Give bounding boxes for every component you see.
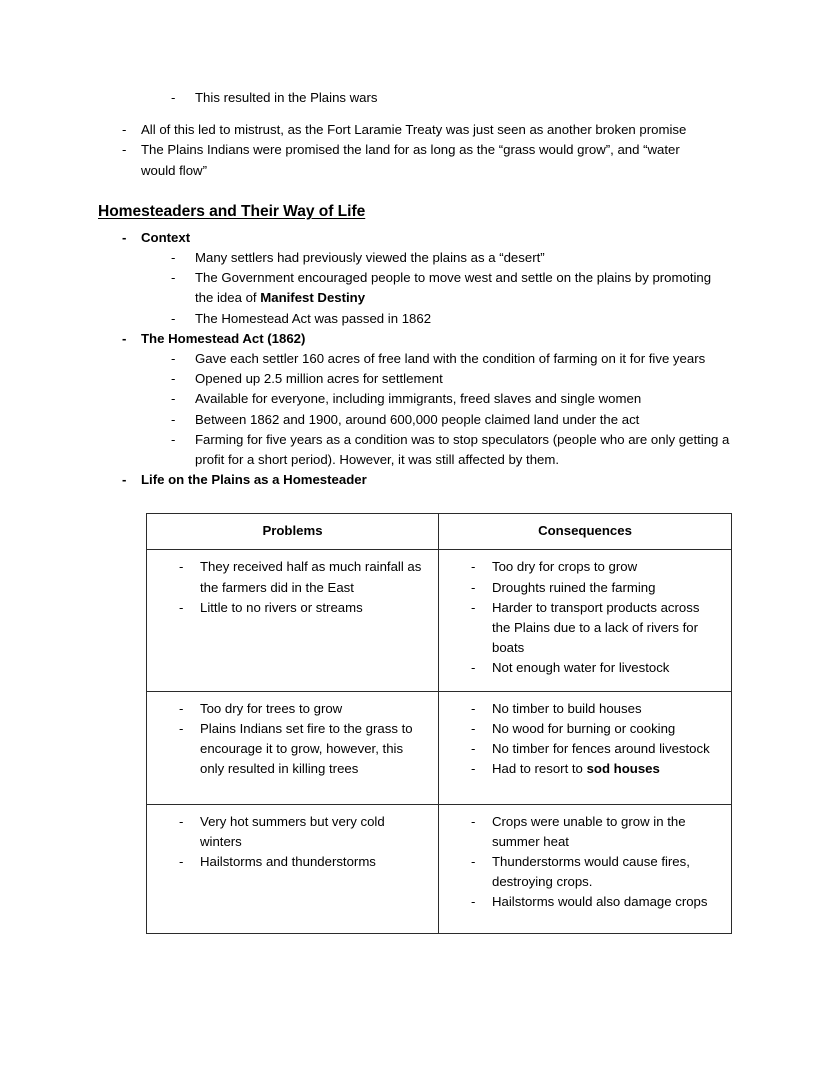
list-item-text: Gave each settler 160 acres of free land with the condition of farming on it for five years [195,351,706,367]
list-item [445,598,725,659]
list-item-text [195,268,828,308]
bullet-marker: - [471,854,476,870]
list-item [445,739,725,759]
bullet-marker: - [122,142,127,158]
list-item-text: No timber to build houses [492,700,642,716]
table-row [147,691,732,804]
bullet-marker: - [179,599,184,615]
bullet-marker: - [171,351,176,367]
list-item [445,852,725,892]
list-item [153,598,432,618]
table-row [147,804,732,933]
list-item-text: Between 1862 and 1900, around 600,000 people claimed land under the act [195,411,640,427]
bullet-marker: - [179,559,184,575]
subsection-label: The Homestead Act (1862) [141,330,306,346]
list-item [445,578,725,598]
cell-consequences [439,550,732,691]
list-item-text: Droughts ruined the farming [492,579,656,595]
cell-content [147,805,438,885]
bullet-marker: - [471,700,476,716]
list-item-text: Harder to transport products across the Plains due to a lack of rivers for boats [492,599,700,656]
list-item-text: This resulted in the Plains wars [195,90,378,105]
bullet-marker: - [171,411,176,427]
list-item-text: The Plains Indians were promised the land for as long as the “grass would grow”, and “water would flow” [141,142,680,178]
cell-problems [147,691,439,804]
list-item [0,369,828,389]
list-item [445,557,725,577]
bullet-marker: - [471,741,476,757]
list-item-text: Many settlers had previously viewed the plains as a “desert” [195,250,545,266]
cell-problems [147,550,439,691]
list-item-text: Available for everyone, including immigrants, freed slaves and single women [195,391,642,407]
bullet-marker: - [471,660,476,676]
list-item [445,658,725,678]
bullet-marker: - [179,720,184,736]
bullet-marker: - [171,310,176,326]
list-item-text: Hailstorms would also damage crops [492,894,708,910]
list-item [0,88,828,108]
list-item [0,120,828,140]
cell-content [147,692,438,792]
cell-consequences [439,691,732,804]
list-item-text: The Homestead Act was passed in 1862 [195,310,432,326]
list-item-text: They received half as much rainfall as the farmers did in the East [200,559,422,595]
bullet-marker: - [179,854,184,870]
spacer [0,108,828,120]
list-item [0,248,828,268]
subsection-label: Life on the Plains as a Homesteader [141,472,367,488]
list-item-text: Very hot summers but very cold winters [200,813,385,849]
list-item [153,557,432,597]
list-item-context [0,228,828,248]
bullet-marker: - [171,371,176,387]
problems-consequences-table [146,513,732,933]
list-item-text: Little to no rivers or streams [200,599,363,615]
bullet-marker: - [171,270,176,286]
bullet-marker: - [471,813,476,829]
list-item-text: Thunderstorms would cause fires, destroying crops. [492,854,690,890]
bullet-marker: - [471,579,476,595]
list-item [445,719,725,739]
problems-consequences-table-wrapper [0,513,828,933]
emphasis-sod-houses: sod houses [586,761,660,777]
cell-content [439,692,731,792]
bullet-marker: - [122,330,127,346]
table-header-row [147,514,732,550]
list-item-text: Not enough water for livestock [492,660,670,676]
list-item [0,349,828,369]
bullet-marker: - [179,700,184,716]
list-item-text: Too dry for crops to grow [492,559,638,575]
list-item-text: Farming for five years as a condition was to stop speculators (people who are only getting a profit for a short period). However, it was still affected by them. [195,431,730,468]
list-item [153,719,432,780]
bullet-marker: - [171,431,176,447]
list-item-life-on-plains [0,470,828,490]
bullet-marker: - [171,90,176,105]
table-row [147,550,732,691]
list-item-text: Crops were unable to grow in the summer heat [492,813,686,849]
bullet-marker: - [122,122,127,138]
bullet-marker: - [471,894,476,910]
text-run: Had to resort to [492,761,587,777]
bullet-marker: - [122,229,127,245]
bullet-marker: - [179,813,184,829]
column-header-problems: Problems [147,514,439,550]
list-item [0,430,828,470]
list-item [445,699,725,719]
document-body [0,88,828,934]
list-item [445,759,725,779]
text-run: The Government encouraged people to move west and settle on the plains by promoting the idea of [195,270,712,306]
list-item [0,410,828,430]
cell-content [439,550,731,690]
list-item-text: Too dry for trees to grow [200,700,343,716]
section-heading: Homesteaders and Their Way of Life [98,202,366,220]
list-item [153,852,432,872]
list-item-text: Opened up 2.5 million acres for settlement [195,371,443,387]
subsection-label: Context [141,229,191,245]
cell-problems [147,804,439,933]
cell-content [439,805,731,925]
emphasis-manifest-destiny: Manifest Destiny [260,290,366,306]
bullet-marker: - [471,761,476,777]
list-item [0,309,828,329]
list-item-text: No wood for burning or cooking [492,720,676,736]
list-item-text: All of this led to mistrust, as the Fort Laramie Treaty was just seen as another broken promise [141,122,687,138]
list-item [153,812,432,852]
list-item-text: Hailstorms and thunderstorms [200,854,376,870]
list-item-text [492,759,725,779]
list-item-text: No timber for fences around livestock [492,741,710,757]
list-item [445,892,725,912]
list-item [0,389,828,409]
column-header-consequences: Consequences [439,514,732,550]
bullet-marker: - [471,720,476,736]
cell-content [147,550,438,630]
list-item [445,812,725,852]
cell-consequences [439,804,732,933]
list-item [0,140,828,180]
list-item-text: Plains Indians set fire to the grass to encourage it to grow, however, this only resulted in killing trees [200,720,413,777]
list-item-homestead-act [0,329,828,349]
list-item [0,268,828,308]
bullet-marker: - [171,250,176,266]
bullet-marker: - [122,472,127,488]
bullet-marker: - [171,391,176,407]
list-item [153,699,432,719]
bullet-marker: - [471,559,476,575]
bullet-marker: - [471,599,476,615]
